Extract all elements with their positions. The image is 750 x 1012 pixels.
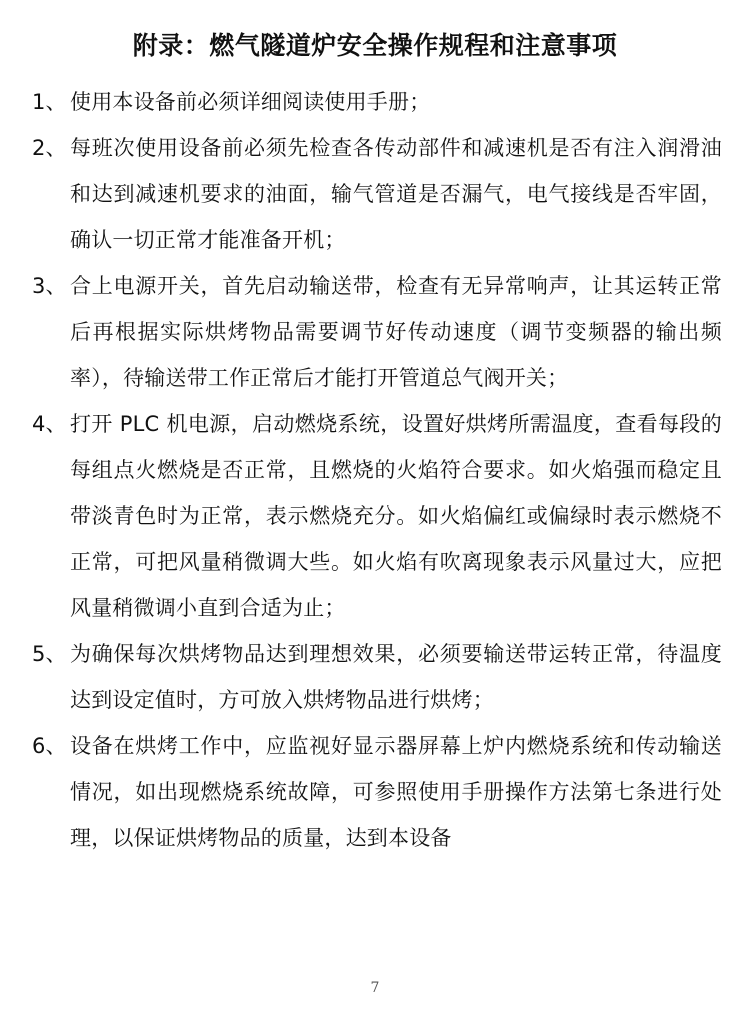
- list-item: [32, 125, 722, 263]
- item-text: 每班次使用设备前必须先检查各传动部件和减速机是否有注入润滑油和达到减速机要求的油面，输气管道是否漏气，电气接线是否牢固，确认一切正常才能准备开机；: [70, 136, 722, 252]
- item-number: 5、: [32, 642, 67, 666]
- list-item: [32, 79, 722, 125]
- procedure-list: [32, 79, 722, 861]
- item-number: 4、: [32, 412, 67, 436]
- item-text: 打开 PLC 机电源，启动燃烧系统，设置好烘烤所需温度，查看每段的每组点火燃烧是否正常，且燃烧的火焰符合要求。如火焰强而稳定且带淡青色时为正常，表示燃烧充分。如火焰偏红或偏绿时表示燃烧不正常，可把风量稍微调大些。如火焰有吹离现象表示风量过大，应把风量稍微调小直到合适为止；: [70, 412, 722, 620]
- list-item: [32, 631, 722, 723]
- item-text: 使用本设备前必须详细阅读使用手册；: [70, 90, 431, 114]
- list-item: [32, 263, 722, 401]
- page-title: 附录：燃气隧道炉安全操作规程和注意事项: [132, 31, 618, 60]
- item-number: 2、: [32, 136, 67, 160]
- item-text: 为确保每次烘烤物品达到理想效果，必须要输送带运转正常，待温度达到设定值时，方可放入烘烤物品进行烘烤；: [70, 642, 722, 712]
- page-number: 7: [370, 980, 380, 996]
- item-text: 合上电源开关，首先启动输送带，检查有无异常响声，让其运转正常后再根据实际烘烤物品需要调节好传动速度（调节变频器的输出频率），待输送带工作正常后才能打开管道总气阀开关；: [70, 274, 722, 390]
- item-text: 设备在烘烤工作中，应监视好显示器屏幕上炉内燃烧系统和传动输送情况，如出现燃烧系统故障，可参照使用手册操作方法第七条进行处理，以保证烘烤物品的质量，达到本设备: [70, 734, 722, 850]
- item-number: 1、: [32, 90, 67, 114]
- list-item: [32, 401, 722, 631]
- list-item: [32, 723, 722, 861]
- item-number: 3、: [32, 274, 67, 298]
- item-number: 6、: [32, 734, 67, 758]
